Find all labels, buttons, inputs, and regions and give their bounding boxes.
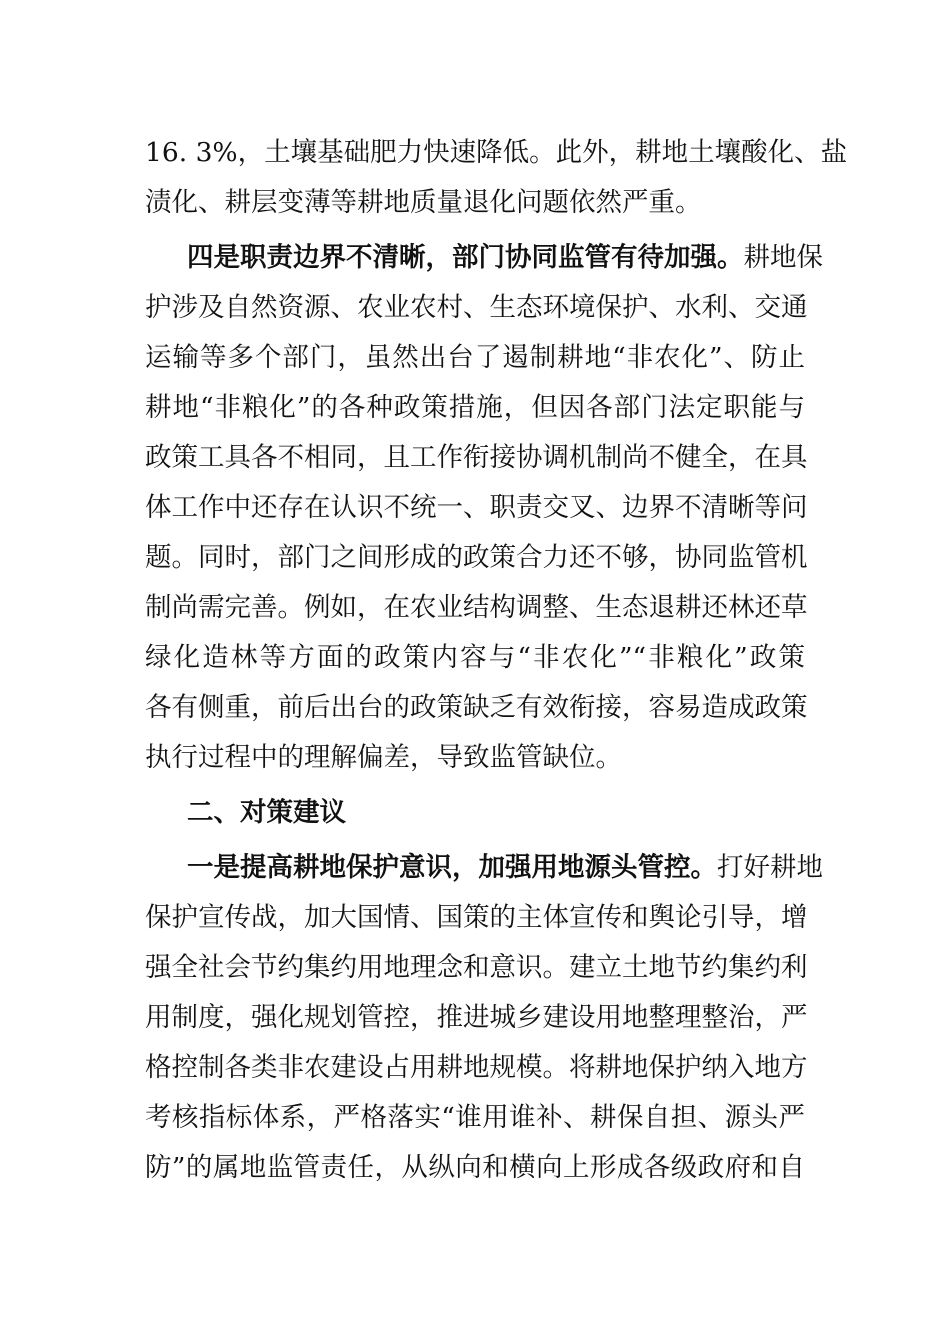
document-body	[145, 128, 848, 1193]
text-line: 强全社会节约集约用地理念和意识。建立土地节约集约利	[145, 952, 808, 983]
text-line: 绿化造林等方面的政策内容与“非农化”“非粮化”政策	[145, 642, 805, 673]
text-line: 题。同时，部门之间形成的政策合力还不够，协同监管机	[145, 542, 808, 573]
text-line: 考核指标体系，严格落实“谁用谁补、耕保自担、源头严	[145, 1102, 805, 1133]
text-line: 各有侧重，前后出台的政策缺乏有效衔接，容易造成政策	[145, 692, 808, 723]
paragraph-lead-tail: 耕地保	[743, 242, 823, 273]
paragraph-soil-quality	[145, 128, 848, 228]
section-heading: 二、对策建议	[187, 797, 346, 828]
text-line: 格控制各类非农建设占用耕地规模。将耕地保护纳入地方	[145, 1052, 808, 1083]
text-line: 渍化、耕层变薄等耕地质量退化问题依然严重。	[145, 187, 702, 218]
paragraph-responsibility	[145, 233, 823, 783]
paragraph-lead: 一是提高耕地保护意识，加强用地源头管控。	[187, 852, 717, 883]
text-line	[145, 843, 823, 893]
text-line: 制尚需完善。例如，在农业结构调整、生态退耕还林还草	[145, 592, 808, 623]
text-line: 用制度，强化规划管控，推进城乡建设用地整理整治，严	[145, 1002, 808, 1033]
text-line: 体工作中还存在认识不统一、职责交叉、边界不清晰等问	[145, 492, 808, 523]
paragraph-lead: 四是职责边界不清晰，部门协同监管有待加强。	[187, 242, 744, 273]
text-line: 政策工具各不相同，且工作衔接协调机制尚不健全，在具	[145, 442, 808, 473]
text-line: 防”的属地监管责任，从纵向和横向上形成各级政府和自	[145, 1152, 805, 1183]
paragraph-awareness	[145, 843, 823, 1193]
text-line: 耕地“非粮化”的各种政策措施，但因各部门法定职能与	[145, 392, 805, 423]
text-line: 执行过程中的理解偏差，导致监管缺位。	[145, 742, 622, 773]
text-line: 16. 3%，土壤基础肥力快速降低。此外，耕地土壤酸化、盐	[145, 137, 848, 168]
text-line: 护涉及自然资源、农业农村、生态环境保护、水利、交通	[145, 292, 808, 323]
paragraph-lead-tail: 打好耕地	[717, 852, 823, 883]
text-line: 运输等多个部门，虽然出台了遏制耕地“非农化”、防止	[145, 342, 805, 373]
text-line: 保护宣传战，加大国情、国策的主体宣传和舆论引导，增	[145, 902, 808, 933]
text-line	[145, 233, 823, 283]
